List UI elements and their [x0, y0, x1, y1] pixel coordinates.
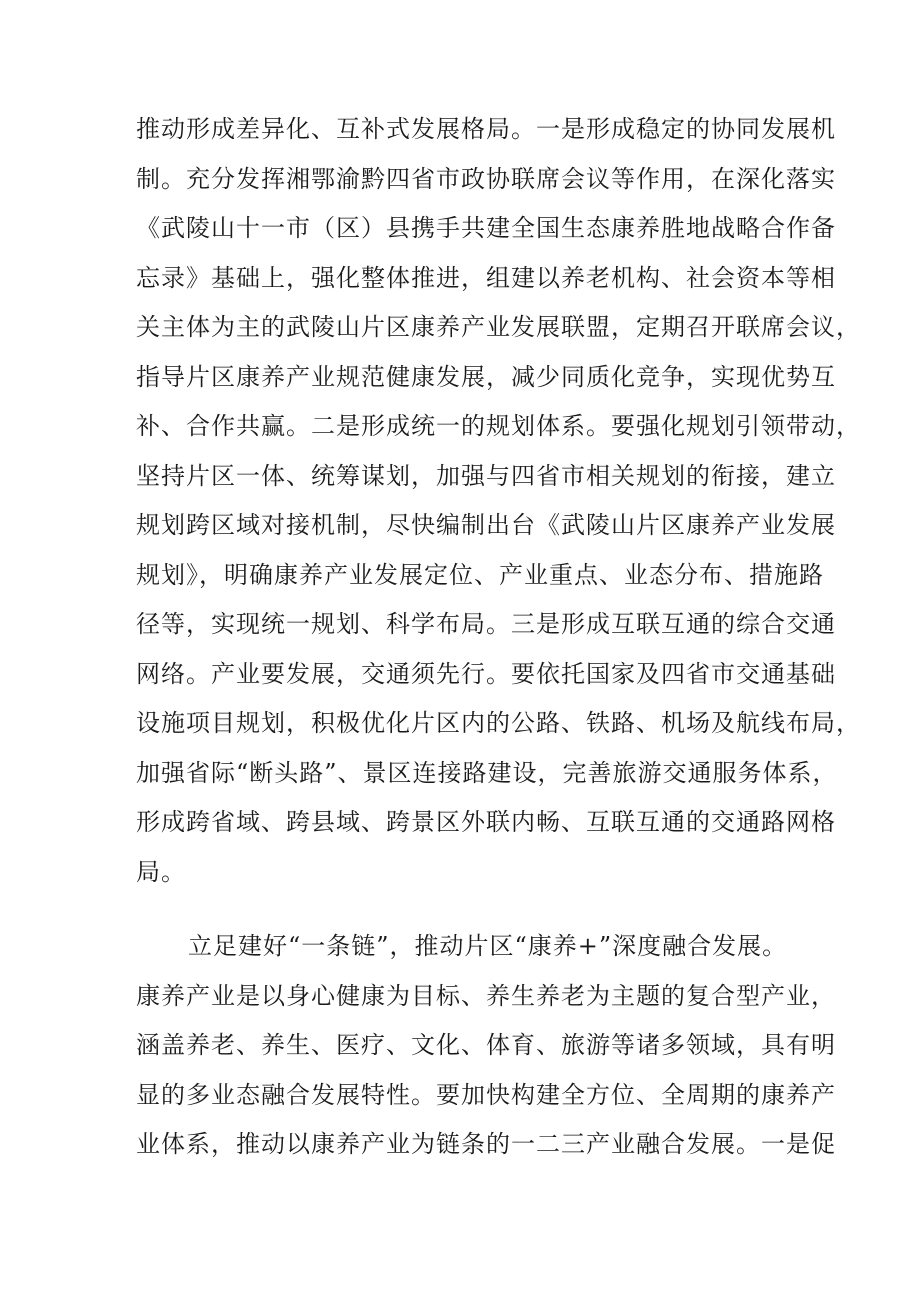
text-line: 规划》，明确康养产业发展定位、产业重点、业态分布、措施路 — [136, 561, 824, 589]
text-line: 补、合作共赢。二是形成统一的规划体系。要强化规划引领带动， — [136, 412, 861, 440]
text-line: 加强省际“断头路”、景区连接路建设，完善旅游交通服务体系， — [136, 759, 838, 787]
text-line: 坚持片区一体、统筹谋划，加强与四省市相关规划的衔接，建立 — [136, 462, 836, 490]
text-line: 《武陵山十一市（区）县携手共建全国生态康养胜地战略合作备 — [136, 214, 836, 242]
text-line: 忘录》基础上，强化整体推进，组建以养老机构、社会资本等相 — [136, 264, 836, 292]
text-line: 康养产业是以身心健康为目标、养生养老为主题的复合型产业， — [136, 982, 836, 1010]
text-line: 涵盖养老、养生、医疗、文化、体育、旅游等诸多领域，具有明 — [136, 1031, 836, 1059]
text-line: 形成跨省域、跨县域、跨景区外联内畅、互联互通的交通路网格 — [136, 808, 836, 836]
text-line: 业体系，推动以康养产业为链条的一二三产业融合发展。一是促 — [136, 1130, 836, 1158]
text-line: 规划跨区域对接机制，尽快编制出台《武陵山片区康养产业发展 — [136, 511, 836, 539]
text-line: 显的多业态融合发展特性。要加快构建全方位、全周期的康养产 — [136, 1081, 836, 1109]
text-line: 推动形成差异化、互补式发展格局。一是形成稳定的协同发展机 — [136, 115, 836, 143]
text-line: 设施项目规划，积极优化片区内的公路、铁路、机场及航线布局， — [136, 709, 861, 737]
text-line: 局。 — [136, 858, 186, 886]
text-line: 径等，实现统一规划、科学布局。三是形成互联互通的综合交通 — [136, 610, 836, 638]
text-line: 关主体为主的武陵山片区康养产业发展联盟，定期召开联席会议， — [136, 313, 861, 341]
text-line: 指导片区康养产业规范健康发展，减少同质化竞争，实现优势互 — [136, 363, 836, 391]
text-line: 制。充分发挥湘鄂渝黔四省市政协联席会议等作用，在深化落实 — [136, 165, 836, 193]
paragraph-heading: 立足建好“一条链”，推动片区“康养+”深度融合发展。 — [188, 932, 788, 960]
text-line: 网络。产业要发展，交通须先行。要依托国家及四省市交通基础 — [136, 660, 836, 688]
